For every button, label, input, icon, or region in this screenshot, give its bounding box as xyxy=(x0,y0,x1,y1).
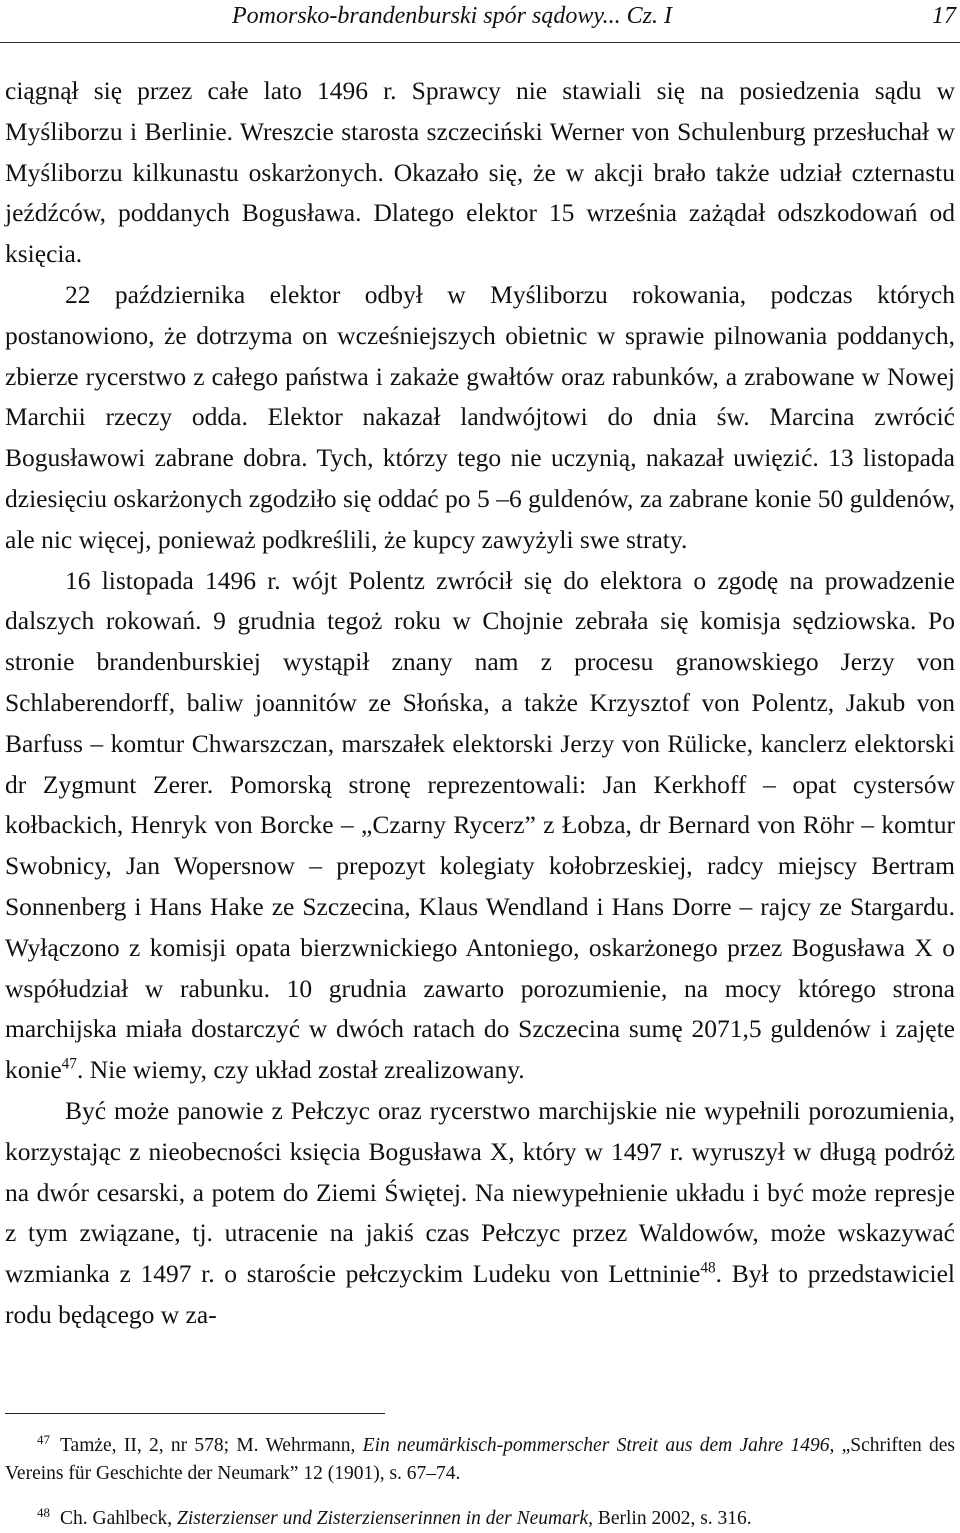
footnote-title: Zisterzienser und Zisterzienserinnen in der Neumark xyxy=(176,1508,589,1529)
paragraph-3-end: . Nie wiemy, czy układ został zrealizowany. xyxy=(76,1055,525,1085)
footnote-47 xyxy=(5,1432,955,1488)
body-text xyxy=(5,71,955,1336)
footnote-number: 47 xyxy=(37,1431,50,1447)
paragraph-3-text: 16 listopada 1496 r. wójt Polentz zwrócił się do elektora o zgodę na prowadzenie dalszych rokowań. 9 grudnia tegoż roku w Chojnie zebrała się komisja sędziowska. Po stronie brandenburskiej wystąpił znany nam z procesu granowskiego Jerzy von Schlaberendorff, baliw joannitów ze Słońska, a także Krzysztof von Polentz, Jakub von Barfuss – komtur Chwarszczan, marszałek elektorski Jerzy von Rülicke, kanclerz elektorski dr Zygmunt Zerer. Pomorską stronę reprezentowali: Jan Kerkhoff – opat cystersów kołbackich, Henryk von Borcke – „Czarny Rycerz” z Łobza, dr Bernard von Röhr – komtur Swobnicy, Jan Wopersnow – prepozyt kolegiaty kołobrzeskiej, radcy miejscy Bertram Sonnenberg i Hans Hake ze Szczecina, Klaus Wendland i Hans Dorre – rajcy ze Stargardu. Wyłączono z komisji opata bierzwnickiego Antoniego, oskarżonego przez Bogusława X o współudział w rabunku. 10 grudnia zawarto porozumienie, na mocy którego strona marchijska miała dostarczyć w dwóch ratach do Szczecina sumę 2071,5 guldenów i zajęte konie xyxy=(5,565,955,1085)
page-number: 17 xyxy=(932,3,956,29)
footnote-text: Tamże, II, 2, nr 578; M. Wehrmann, xyxy=(60,1435,363,1456)
footnote-title: Ein neumärkisch-pommerscher Streit aus dem Jahre 1496 xyxy=(362,1435,830,1456)
footnote-ref-47[interactable]: 47 xyxy=(61,1055,77,1073)
paragraph-1-text: ciągnął się przez całe lato 1496 r. Sprawcy nie stawiali się na posiedzenia sądu w Myśliborzu i Berlinie. Wreszcie starosta szczeciński Werner von Schulenburg przesłuchał w Myśliborzu kilkunastu oskarżonych. Okazało się, że w akcji brało także udział czternastu jeźdźców, poddanych Bogusława. Dlatego elektor 15 września zażądał odszkodowań od księcia. xyxy=(5,76,955,269)
running-title: Pomorsko-brandenburski spór sądowy... Cz. I xyxy=(232,3,673,29)
paragraph-2-text: 22 października elektor odbył w Myśliborzu rokowania, podczas których postanowiono, że dotrzyma on wcześniejszych obietnic w sprawie pilnowania poddanych, zbierze rycerstwo z całego państwa i zakaże gwałtów oraz rabunków, a zrabowane w Nowej Marchii rzeczy odda. Elektor nakazał landwójtowi do dnia św. Marcina zwrócić Bogusławowi zabrane dobra. Tych, którzy tego nie uczynią, nakazał uwięzić. 13 listopada dziesięciu oskarżonych zgodziło się oddać po 5 –6 guldenów, za zabrane konie 50 guldenów, ale nic więcej, ponieważ podkreślili, że kupcy zawyżyli swe straty. xyxy=(5,279,955,554)
footnote-text-end: , Berlin 2002, s. 316. xyxy=(588,1508,752,1529)
paragraph-2 xyxy=(5,275,955,561)
footnote-divider xyxy=(5,1413,385,1414)
paragraph-3 xyxy=(5,561,955,1091)
footnote-ref-48[interactable]: 48 xyxy=(700,1259,716,1277)
footnote-number: 48 xyxy=(37,1504,50,1520)
paragraph-4-end: . Był to przedstawiciel rodu będącego w za- xyxy=(5,1259,955,1329)
footnote-text: Ch. Gahlbeck, xyxy=(60,1508,177,1529)
paragraph-4-text: Być może panowie z Pełczyc oraz rycerstwo marchijskie nie wypełnili porozumienia, korzystając z nieobecności księcia Bogusława X, który w 1497 r. wyruszył w długą podróż na dwór cesarski, a potem do Ziemi Świętej. Na niewypełnienie układu i być może represje z tym związane, tj. utracenie na jakiś czas Pełczyc przez Waldowów, może wskazywać wzmianka z 1497 r. o staroście pełczyckim Ludeku von Lettninie xyxy=(5,1095,955,1289)
footnote-48 xyxy=(5,1505,955,1533)
paragraph-4 xyxy=(5,1091,955,1336)
footnotes xyxy=(5,1432,955,1533)
page-header xyxy=(0,0,960,43)
paragraph-1 xyxy=(5,71,955,275)
footnote-text-end: , „Schriften des Vereins für Geschichte der Neumark” 12 (1901), s. 67–74. xyxy=(5,1435,955,1484)
